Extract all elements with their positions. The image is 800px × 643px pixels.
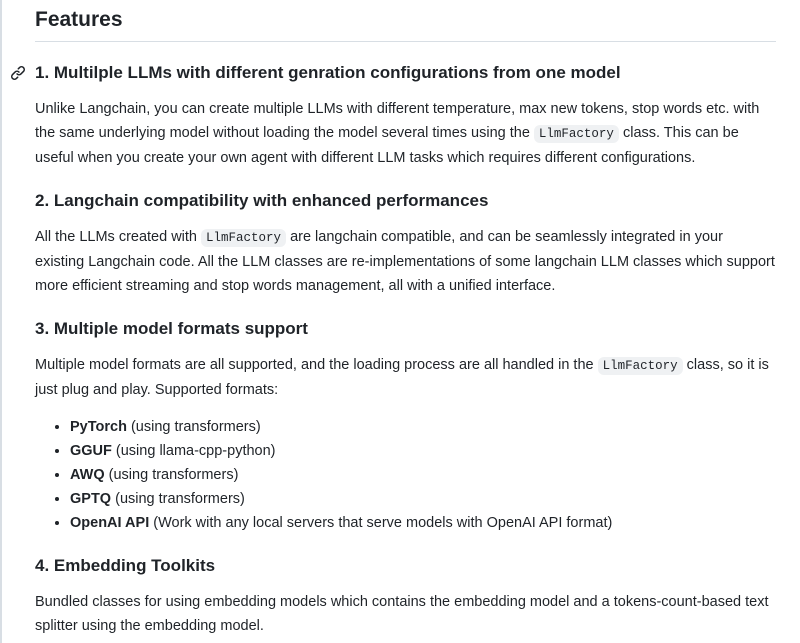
section-model-formats — [35, 318, 776, 535]
section-heading-1 — [35, 62, 776, 84]
list-item-gptq — [70, 487, 776, 511]
format-detail: (using llama-cpp-python) — [111, 443, 276, 459]
supported-formats-list — [35, 415, 776, 535]
inline-code: LlmFactory — [598, 357, 683, 375]
section-heading-text: 4. Embedding Toolkits — [35, 556, 216, 575]
section-langchain-compatibility — [35, 190, 776, 298]
inline-code: LlmFactory — [201, 229, 286, 247]
section-multiple-llms — [35, 62, 776, 170]
section-heading-4 — [35, 555, 776, 577]
section-heading-text: 1. Multilple LLMs with different genration configurations from one model — [35, 63, 621, 82]
page-title: Features — [35, 6, 776, 42]
format-name: GGUF — [70, 443, 112, 459]
list-item-awq — [70, 463, 776, 487]
section-embedding-toolkits — [35, 555, 776, 638]
paragraph-text: class, so it is just plug and play. Supported formats: — [35, 357, 769, 398]
format-name: AWQ — [70, 467, 105, 483]
paragraph-text: are langchain compatible, and can be seamlessly integrated in your existing Langchain code. All the LLM classes are re-implementations of some langchain LLM classes which support more efficient streaming and stop words management, all with a unified interface. — [35, 229, 775, 294]
format-detail: (Work with any local servers that serve models with OpenAI API format) — [149, 515, 613, 531]
paragraph — [35, 353, 776, 402]
paragraph-text: Multiple model formats are all supported, and the loading process are all handled in the — [35, 357, 598, 373]
paragraph — [35, 97, 776, 170]
link-icon[interactable] — [10, 65, 26, 81]
list-item-gguf — [70, 439, 776, 463]
paragraph-text: All the LLMs created with — [35, 229, 202, 245]
inline-code: LlmFactory — [534, 125, 619, 143]
section-heading-2 — [35, 190, 776, 212]
paragraph-text: class. This can be useful when you create your own agent with different LLM tasks which requires different configurations. — [35, 125, 739, 166]
format-name: OpenAI API — [70, 515, 150, 531]
section-heading-text: 2. Langchain compatibility with enhanced performances — [35, 191, 489, 210]
format-name: GPTQ — [70, 491, 112, 507]
list-item-openai-api — [70, 511, 776, 535]
paragraph — [35, 590, 776, 638]
format-detail: (using transformers) — [104, 467, 239, 483]
paragraph-text: Bundled classes for using embedding models which contains the embedding model and a tokens-count-based text splitter using the embedding model. — [35, 594, 769, 634]
paragraph — [35, 225, 776, 298]
list-item-pytorch — [70, 415, 776, 439]
section-heading-3 — [35, 318, 776, 340]
format-name: PyTorch — [70, 419, 127, 435]
paragraph-text: Unlike Langchain, you can create multiple LLMs with different temperature, max new tokens, stop words etc. with the same underlying model without loading the model several times using the — [35, 101, 760, 141]
section-heading-text: 3. Multiple model formats support — [35, 319, 308, 338]
format-detail: (using transformers) — [111, 491, 245, 507]
format-detail: (using transformers) — [126, 419, 261, 435]
